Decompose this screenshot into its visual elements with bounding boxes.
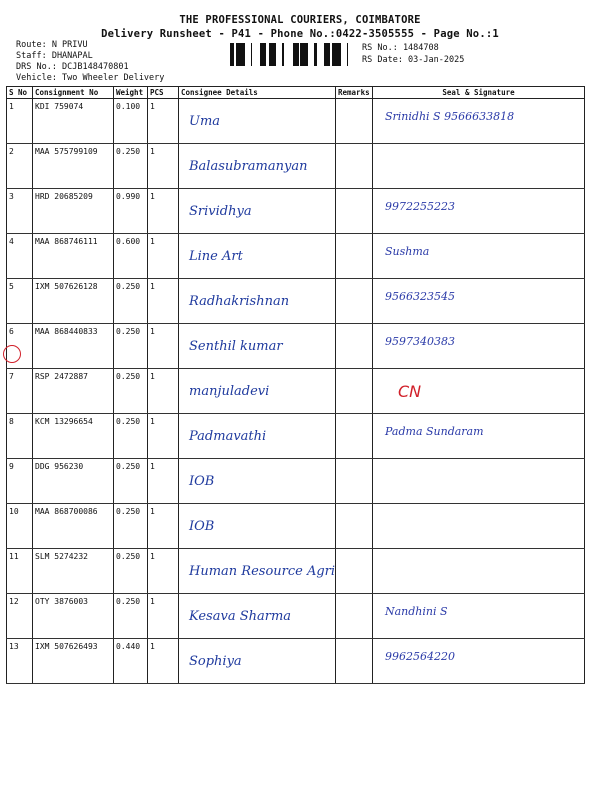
row-remark-cell [336, 144, 373, 189]
barcode-image [230, 43, 354, 66]
row-sno-cell [7, 144, 33, 189]
table-row [7, 414, 585, 459]
row-signature: Sushma [385, 245, 430, 258]
barcode-bar [324, 43, 326, 66]
row-remark-cell [336, 504, 373, 549]
row-weight: 0.250 [116, 327, 141, 336]
col-header-consignment: Consignment No [33, 87, 114, 99]
row-weight: 0.990 [116, 192, 141, 201]
table-row [7, 594, 585, 639]
row-signature-cell [373, 504, 585, 549]
row-consignee: IOB [189, 519, 215, 534]
row-consignee-cell [179, 549, 336, 594]
barcode-bar [300, 43, 302, 66]
row-pcs: 1 [150, 552, 155, 561]
barcode-bar [264, 43, 266, 66]
row-sno-cell [7, 549, 33, 594]
table-row [7, 324, 585, 369]
row-pcs: 1 [150, 147, 155, 156]
row-remark-cell [336, 189, 373, 234]
row-weight: 0.600 [116, 237, 141, 246]
row-pcs-cell [148, 324, 179, 369]
barcode-bar [272, 43, 275, 66]
row-weight: 0.440 [116, 642, 141, 651]
row-weight-cell [114, 234, 148, 279]
table-row [7, 549, 585, 594]
row-sno: 7 [9, 372, 14, 381]
col-header-pcs: PCS [148, 87, 179, 99]
row-weight-cell [114, 369, 148, 414]
row-consignee: IOB [189, 474, 215, 489]
barcode-bar [240, 43, 242, 66]
barcode-bar [306, 43, 308, 66]
table-row [7, 504, 585, 549]
row-consignment-no-cell [33, 414, 114, 459]
row-consignment-no: DDG 956230 [35, 462, 84, 471]
delivery-table [6, 86, 585, 684]
row-consignment-no: MAA 868700086 [35, 507, 98, 516]
table-row [7, 459, 585, 504]
row-weight-cell [114, 504, 148, 549]
row-consignee-cell [179, 594, 336, 639]
row-weight-cell [114, 594, 148, 639]
barcode-bar [263, 43, 264, 66]
row-weight-cell [114, 549, 148, 594]
row-pcs-cell [148, 189, 179, 234]
row-consignment-no: SLM 5274232 [35, 552, 88, 561]
row-signature: 9972255223 [385, 200, 455, 213]
row-pcs-cell [148, 369, 179, 414]
row-consignee-cell [179, 459, 336, 504]
row-weight: 0.250 [116, 597, 141, 606]
barcode-bar [296, 43, 299, 66]
row-signature: 9962564220 [385, 650, 455, 663]
row-signature: Padma Sundaram [385, 425, 484, 438]
row-consignment-no-cell [33, 279, 114, 324]
row-consignee: Uma [189, 114, 221, 129]
row-sno: 2 [9, 147, 14, 156]
row-consignment-no-cell [33, 369, 114, 414]
row-pcs: 1 [150, 642, 155, 651]
row-pcs-cell [148, 639, 179, 684]
row-weight: 0.250 [116, 147, 141, 156]
row-signature-cell [373, 99, 585, 144]
row-consignment-no-cell [33, 639, 114, 684]
row-weight-cell [114, 639, 148, 684]
row-consignee: manjuladevi [189, 384, 270, 399]
row-remark-cell [336, 324, 373, 369]
barcode-bar [326, 43, 329, 66]
row-signature-cell [373, 639, 585, 684]
row-weight: 0.250 [116, 462, 141, 471]
red-circle-mark [3, 345, 21, 363]
row-sno-cell [7, 99, 33, 144]
col-header-signature: Seal & Signature [373, 87, 585, 99]
row-weight: 0.250 [116, 417, 141, 426]
barcode-bar [282, 43, 284, 66]
row-consignment-no: HRD 20685209 [35, 192, 93, 201]
row-signature-cell [373, 144, 585, 189]
row-sno-cell [7, 279, 33, 324]
row-remark-cell [336, 99, 373, 144]
row-remark-cell [336, 279, 373, 324]
row-weight: 0.250 [116, 507, 141, 516]
table-header-row [7, 87, 585, 99]
row-weight: 0.250 [116, 282, 141, 291]
col-header-consignee: Consignee Details [179, 87, 336, 99]
barcode-bar [294, 43, 296, 66]
row-consignee: Kesava Sharma [189, 609, 292, 624]
row-weight-cell [114, 144, 148, 189]
row-remark-cell [336, 234, 373, 279]
barcode-bar [347, 43, 348, 66]
row-weight: 0.250 [116, 372, 141, 381]
row-consignment-no: MAA 868440833 [35, 327, 98, 336]
barcode-bar [233, 43, 234, 66]
barcode-bar [251, 43, 252, 66]
row-remark-cell [336, 594, 373, 639]
row-consignee-cell [179, 234, 336, 279]
barcode-bar [302, 43, 305, 66]
row-pcs-cell [148, 144, 179, 189]
vehicle-label: Vehicle: Two Wheeler Delivery [16, 73, 165, 83]
row-consignee: Line Art [189, 249, 243, 264]
barcode-bar [269, 43, 270, 66]
table-row [7, 279, 585, 324]
sheet-subtitle: Delivery Runsheet - P41 - Phone No.:0422-3505555 - Page No.:1 [101, 28, 499, 40]
row-consignee: Balasubramanyan [189, 159, 308, 174]
row-weight-cell [114, 459, 148, 504]
row-consignment-no-cell [33, 324, 114, 369]
row-pcs-cell [148, 459, 179, 504]
rs-number: RS No.: 1484708 [362, 43, 439, 53]
barcode-bar [242, 43, 245, 66]
table-row [7, 144, 585, 189]
row-signature-cell [373, 594, 585, 639]
row-sno-cell [7, 369, 33, 414]
row-remark-cell [336, 549, 373, 594]
row-sno-cell [7, 414, 33, 459]
row-consignee: Srividhya [189, 204, 252, 219]
row-pcs: 1 [150, 327, 155, 336]
staff-label: Staff: DHANAPAL [16, 51, 93, 61]
table-row [7, 234, 585, 279]
row-remark-cell [336, 639, 373, 684]
row-sno: 5 [9, 282, 14, 291]
row-consignee-cell [179, 189, 336, 234]
row-consignee-cell [179, 279, 336, 324]
col-header-sno: S No [7, 87, 33, 99]
row-consignee-cell [179, 414, 336, 459]
row-sno: 11 [9, 552, 19, 561]
row-weight: 0.100 [116, 102, 141, 111]
row-consignee: Senthil kumar [189, 339, 283, 354]
row-consignee-cell [179, 144, 336, 189]
row-consignee: Human Resource Agri [189, 564, 336, 579]
row-signature-cell [373, 549, 585, 594]
row-sno: 6 [9, 327, 14, 336]
row-consignment-no-cell [33, 99, 114, 144]
barcode-bar [293, 43, 294, 66]
row-pcs: 1 [150, 462, 155, 471]
row-consignment-no: KCM 13296654 [35, 417, 93, 426]
row-consignment-no-cell [33, 144, 114, 189]
barcode-bar [230, 43, 233, 66]
row-consignment-no: OTY 3876003 [35, 597, 88, 606]
barcode-bar [314, 43, 317, 66]
table-row [7, 639, 585, 684]
row-consignment-no-cell [33, 459, 114, 504]
barcode-bar [260, 43, 263, 66]
row-pcs: 1 [150, 237, 155, 246]
route-label: Route: N PRIVU [16, 40, 88, 50]
row-signature-cell [373, 279, 585, 324]
row-consignee: Sophiya [189, 654, 242, 669]
barcode-bar [338, 43, 341, 66]
row-pcs: 1 [150, 372, 155, 381]
row-signature: 9597340383 [385, 335, 455, 348]
row-consignment-no: MAA 575799109 [35, 147, 98, 156]
row-signature: Nandhini S [385, 605, 448, 618]
row-signature: Srinidhi S 9566633818 [385, 110, 515, 123]
row-pcs-cell [148, 549, 179, 594]
table-row [7, 189, 585, 234]
row-consignment-no: KDI 759074 [35, 102, 84, 111]
row-sno: 13 [9, 642, 19, 651]
row-pcs: 1 [150, 417, 155, 426]
row-consignment-no-cell [33, 549, 114, 594]
row-consignment-no: IXM 507626128 [35, 282, 98, 291]
table-row [7, 99, 585, 144]
row-signature-cell [373, 234, 585, 279]
barcode-bar [270, 43, 272, 66]
row-sno: 1 [9, 102, 14, 111]
row-remark-cell [336, 414, 373, 459]
row-weight: 0.250 [116, 552, 141, 561]
row-pcs-cell [148, 414, 179, 459]
row-pcs-cell [148, 594, 179, 639]
row-sno: 12 [9, 597, 19, 606]
barcode-bar [335, 43, 336, 66]
row-sno-cell [7, 594, 33, 639]
row-pcs: 1 [150, 282, 155, 291]
row-pcs: 1 [150, 192, 155, 201]
row-consignee: Padmavathi [189, 429, 267, 444]
row-sno-cell [7, 504, 33, 549]
col-header-weight: Weight [114, 87, 148, 99]
row-signature-cell [373, 459, 585, 504]
barcode-bar [329, 43, 330, 66]
row-sno: 10 [9, 507, 19, 516]
row-pcs-cell [148, 99, 179, 144]
row-remark-cell [336, 459, 373, 504]
row-consignment-no: MAA 868746111 [35, 237, 98, 246]
row-consignee-cell [179, 504, 336, 549]
row-consignment-no-cell [33, 504, 114, 549]
drs-number: DRS No.: DCJB148470801 [16, 62, 129, 72]
row-consignee-cell [179, 369, 336, 414]
row-consignment-no-cell [33, 234, 114, 279]
row-consignee-cell [179, 324, 336, 369]
barcode-bar [239, 43, 240, 66]
row-consignee-cell [179, 99, 336, 144]
row-sno: 4 [9, 237, 14, 246]
row-sno-cell [7, 234, 33, 279]
row-consignment-no-cell [33, 189, 114, 234]
row-weight-cell [114, 414, 148, 459]
row-pcs-cell [148, 279, 179, 324]
row-signature-cell [373, 324, 585, 369]
barcode-bar [305, 43, 306, 66]
row-pcs: 1 [150, 507, 155, 516]
barcode-bar [332, 43, 335, 66]
row-consignment-no-cell [33, 594, 114, 639]
row-sno: 8 [9, 417, 14, 426]
row-sno: 9 [9, 462, 14, 471]
row-remark-cell: CN [336, 369, 373, 414]
col-header-remarks: Remarks [336, 87, 373, 99]
row-weight-cell [114, 189, 148, 234]
row-consignment-no: IXM 507626493 [35, 642, 98, 651]
row-signature-cell [373, 414, 585, 459]
barcode-bar [336, 43, 338, 66]
row-signature-cell [373, 189, 585, 234]
row-sno-cell [7, 189, 33, 234]
row-pcs: 1 [150, 102, 155, 111]
row-weight-cell [114, 279, 148, 324]
row-pcs-cell [148, 234, 179, 279]
table-row [7, 369, 585, 414]
row-consignee: Radhakrishnan [189, 294, 290, 309]
barcode-bar [236, 43, 239, 66]
rs-date: RS Date: 03-Jan-2025 [362, 55, 465, 65]
row-weight-cell [114, 324, 148, 369]
row-sno-cell [7, 639, 33, 684]
row-consignment-no: RSP 2472887 [35, 372, 88, 381]
row-pcs: 1 [150, 597, 155, 606]
row-consignee-cell [179, 639, 336, 684]
row-sno-cell [7, 459, 33, 504]
row-pcs-cell [148, 504, 179, 549]
sheet-title: THE PROFESSIONAL COURIERS, COIMBATORE [179, 14, 421, 26]
row-weight-cell [114, 99, 148, 144]
row-sno: 3 [9, 192, 14, 201]
barcode-bar [275, 43, 276, 66]
row-signature: 9566323545 [385, 290, 455, 303]
